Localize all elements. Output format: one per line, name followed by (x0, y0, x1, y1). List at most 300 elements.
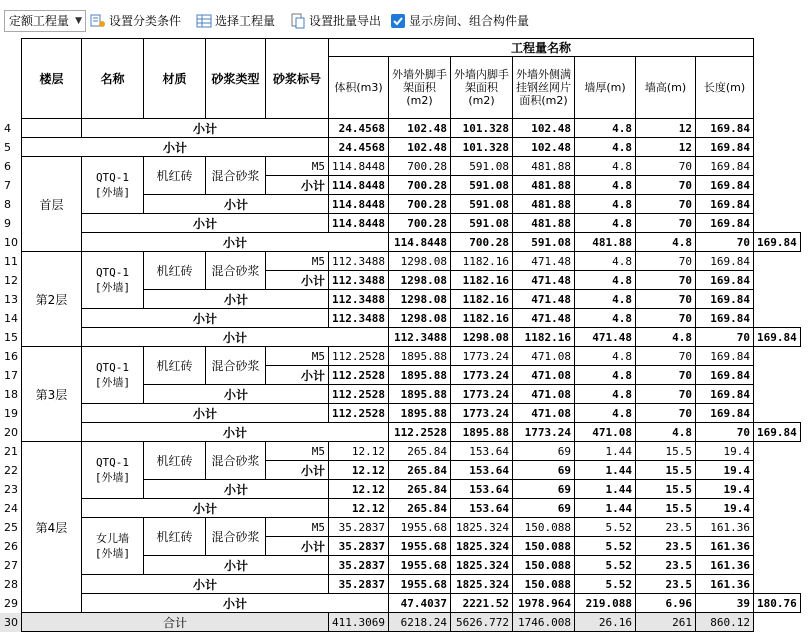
value-cell: 70 (636, 271, 696, 290)
value-cell: 471.08 (575, 423, 636, 442)
value-cell: 1773.24 (513, 423, 575, 442)
value-cell: 153.64 (451, 499, 513, 518)
value-cell: 1895.88 (389, 347, 451, 366)
value-cell: 24.4568 (329, 119, 389, 138)
value-cell: 5.52 (575, 537, 636, 556)
table-row (0, 138, 800, 157)
row-number: 16 (0, 347, 22, 366)
subtotal-label: 小计 (82, 594, 389, 613)
subtotal-label: 小计 (82, 499, 329, 518)
value-cell: 4.8 (575, 157, 636, 176)
row-number: 8 (0, 195, 22, 214)
subtotal-label: 小计 (82, 404, 329, 423)
batch-export-button[interactable] (290, 10, 381, 32)
value-cell: 23.5 (636, 575, 696, 594)
value-cell: 112.3488 (329, 271, 389, 290)
value-cell: 4.8 (575, 119, 636, 138)
value-cell: 169.84 (696, 214, 754, 233)
value-cell: 411.3069 (329, 613, 389, 632)
value-cell: 4.8 (575, 252, 636, 271)
value-cell: 4.8 (575, 366, 636, 385)
value-cell: 1773.24 (451, 366, 513, 385)
floor-cell: 首层 (22, 157, 82, 252)
row-number: 29 (0, 594, 22, 613)
value-cell: 150.088 (513, 518, 575, 537)
value-cell: 1298.08 (451, 328, 513, 347)
table-row (0, 575, 800, 594)
value-cell: 69 (513, 442, 575, 461)
dropdown-value: 定额工程量 (9, 14, 70, 28)
value-cell: 12.12 (329, 499, 389, 518)
row-number: 9 (0, 214, 22, 233)
row-number: 26 (0, 537, 22, 556)
value-cell: 114.8448 (329, 157, 389, 176)
value-cell: 1298.08 (389, 271, 451, 290)
value-cell: 4.8 (575, 385, 636, 404)
value-cell: 153.64 (451, 480, 513, 499)
value-cell: 471.48 (513, 290, 575, 309)
value-cell: 6218.24 (389, 613, 451, 632)
subtotal-label: 小计 (266, 271, 329, 290)
value-cell: 69 (513, 461, 575, 480)
value-cell: 102.48 (389, 138, 451, 157)
mortar-type-cell: 混合砂浆 (206, 157, 266, 195)
material-cell: 机红砖 (144, 518, 206, 556)
table-row (0, 233, 800, 252)
value-cell: 70 (696, 328, 754, 347)
header-quantity-group: 工程量名称 (329, 39, 754, 57)
value-cell: 15.5 (636, 480, 696, 499)
header-floor: 楼层 (22, 39, 82, 119)
chevron-down-icon: ▼ (75, 16, 82, 26)
subtotal-label: 小计 (144, 385, 329, 404)
value-cell: 15.5 (636, 499, 696, 518)
value-cell: 12.12 (329, 442, 389, 461)
value-cell: 219.088 (575, 594, 636, 613)
table-row (0, 404, 800, 423)
value-cell: 471.48 (513, 271, 575, 290)
value-cell: 169.84 (696, 347, 754, 366)
value-cell: 70 (636, 404, 696, 423)
row-number: 17 (0, 366, 22, 385)
table-row (0, 594, 800, 613)
value-cell: 150.088 (513, 537, 575, 556)
subtotal-label: 小计 (82, 233, 389, 252)
value-cell: 1.44 (575, 442, 636, 461)
value-cell: 35.2837 (329, 556, 389, 575)
value-cell: 70 (636, 157, 696, 176)
value-cell: 169.84 (696, 404, 754, 423)
row-number: 23 (0, 480, 22, 499)
value-cell: 1978.964 (513, 594, 575, 613)
value-cell: 6.96 (636, 594, 696, 613)
value-cell: 23.5 (636, 537, 696, 556)
value-cell: 150.088 (513, 575, 575, 594)
batch-export-label: 设置批量导出 (309, 14, 382, 28)
value-cell: 1895.88 (389, 404, 451, 423)
value-cell: 1895.88 (389, 366, 451, 385)
subtotal-label: 小计 (22, 138, 329, 157)
select-quantity-label: 选择工程量 (215, 14, 276, 28)
mortar-grade-cell: M5 (266, 252, 329, 271)
value-cell: 1298.08 (389, 290, 451, 309)
value-cell: 169.84 (696, 366, 754, 385)
row-number: 15 (0, 328, 22, 347)
value-cell: 1895.88 (389, 385, 451, 404)
header-inner-scaffold: 外墙内脚手架面积(m2) (451, 57, 513, 119)
value-cell: 23.5 (636, 556, 696, 575)
row-number: 20 (0, 423, 22, 442)
value-cell: 5626.772 (451, 613, 513, 632)
value-cell: 169.84 (696, 385, 754, 404)
header-mortar-type: 砂浆类型 (206, 39, 266, 119)
total-label: 合计 (22, 613, 329, 632)
row-number: 12 (0, 271, 22, 290)
value-cell: 114.8448 (329, 195, 389, 214)
quantity-report-grid (0, 38, 801, 632)
value-cell: 161.36 (696, 556, 754, 575)
value-cell: 1182.16 (513, 328, 575, 347)
value-cell: 70 (636, 214, 696, 233)
value-cell: 1298.08 (389, 309, 451, 328)
value-cell: 1182.16 (451, 252, 513, 271)
value-cell: 19.4 (696, 480, 754, 499)
value-cell: 1825.324 (451, 575, 513, 594)
value-cell: 481.88 (513, 214, 575, 233)
value-cell: 1955.68 (389, 556, 451, 575)
mortar-grade-cell: M5 (266, 442, 329, 461)
value-cell: 4.8 (636, 328, 696, 347)
table-row (0, 309, 800, 328)
subtotal-label: 小计 (266, 461, 329, 480)
value-cell: 26.16 (575, 613, 636, 632)
table-row (0, 499, 800, 518)
value-cell: 161.36 (696, 537, 754, 556)
row-number: 7 (0, 176, 22, 195)
row-number: 21 (0, 442, 22, 461)
component-name-cell: QTQ-1 [外墙] (82, 442, 144, 499)
value-cell: 471.08 (513, 347, 575, 366)
value-cell: 5.52 (575, 575, 636, 594)
value-cell: 12 (636, 119, 696, 138)
value-cell: 39 (696, 594, 754, 613)
value-cell: 161.36 (696, 518, 754, 537)
table-row (0, 328, 800, 347)
value-cell: 1298.08 (389, 252, 451, 271)
value-cell: 112.2528 (329, 366, 389, 385)
value-cell: 169.84 (696, 195, 754, 214)
value-cell: 261 (636, 613, 696, 632)
value-cell: 4.8 (575, 138, 636, 157)
floor-cell: 第4层 (22, 442, 82, 613)
floor-cell (22, 119, 82, 138)
header-row-group (0, 39, 800, 57)
value-cell: 47.4037 (389, 594, 451, 613)
value-cell: 70 (636, 176, 696, 195)
value-cell: 1955.68 (389, 537, 451, 556)
value-cell: 169.84 (696, 290, 754, 309)
component-name-cell: 女儿墙 [外墙] (82, 518, 144, 575)
quantity-table (0, 38, 801, 632)
select-quantity-button[interactable] (196, 10, 275, 32)
value-cell: 1955.68 (389, 518, 451, 537)
value-cell: 112.2528 (389, 423, 451, 442)
value-cell: 471.08 (513, 404, 575, 423)
show-room-checkbox[interactable] (390, 10, 529, 32)
value-cell: 19.4 (696, 461, 754, 480)
row-number: 13 (0, 290, 22, 309)
checkbox-checked-icon (390, 13, 406, 29)
value-cell: 23.5 (636, 518, 696, 537)
value-cell: 70 (636, 347, 696, 366)
value-cell: 114.8448 (329, 176, 389, 195)
value-cell: 4.8 (636, 423, 696, 442)
value-cell: 481.88 (513, 157, 575, 176)
value-cell: 1.44 (575, 480, 636, 499)
row-number: 25 (0, 518, 22, 537)
value-cell: 5.52 (575, 518, 636, 537)
value-cell: 169.84 (696, 157, 754, 176)
header-length: 长度(m) (696, 57, 754, 119)
subtotal-label: 小计 (266, 366, 329, 385)
value-cell: 4.8 (575, 176, 636, 195)
value-cell: 1825.324 (451, 537, 513, 556)
value-cell: 169.84 (696, 176, 754, 195)
show-room-label: 显示房间、组合构件量 (409, 14, 530, 28)
value-cell: 265.84 (389, 480, 451, 499)
header-mesh: 外墙外侧满挂钢丝网片面积(m2) (513, 57, 575, 119)
value-cell: 471.48 (513, 252, 575, 271)
value-cell: 114.8448 (329, 214, 389, 233)
value-cell: 471.08 (513, 385, 575, 404)
total-row (0, 613, 800, 632)
value-cell: 112.3488 (389, 328, 451, 347)
mortar-type-cell: 混合砂浆 (206, 518, 266, 556)
value-cell: 700.28 (389, 195, 451, 214)
value-cell: 169.84 (696, 271, 754, 290)
value-cell: 12.12 (329, 461, 389, 480)
value-cell: 70 (636, 290, 696, 309)
value-cell: 1825.324 (451, 556, 513, 575)
subtotal-label: 小计 (266, 537, 329, 556)
toolbar (0, 0, 810, 38)
subtotal-label: 小计 (266, 176, 329, 195)
table-row (0, 214, 800, 233)
value-cell: 19.4 (696, 442, 754, 461)
value-cell: 102.48 (513, 119, 575, 138)
value-cell: 265.84 (389, 461, 451, 480)
value-cell: 112.3488 (329, 252, 389, 271)
value-cell: 1182.16 (451, 271, 513, 290)
value-cell: 4.8 (575, 271, 636, 290)
value-cell: 4.8 (575, 290, 636, 309)
mortar-type-cell: 混合砂浆 (206, 442, 266, 480)
mortar-type-cell: 混合砂浆 (206, 252, 266, 290)
value-cell: 591.08 (451, 157, 513, 176)
value-cell: 1895.88 (451, 423, 513, 442)
table-row (0, 252, 800, 271)
value-cell: 102.48 (389, 119, 451, 138)
row-number: 5 (0, 138, 22, 157)
value-cell: 169.84 (696, 138, 754, 157)
floor-cell: 第3层 (22, 347, 82, 442)
value-cell: 591.08 (451, 195, 513, 214)
value-cell: 101.328 (451, 119, 513, 138)
row-number: 19 (0, 404, 22, 423)
value-cell: 114.8448 (389, 233, 451, 252)
table-icon (196, 13, 212, 29)
value-cell: 591.08 (513, 233, 575, 252)
value-cell: 169.84 (754, 233, 801, 252)
value-cell: 860.12 (696, 613, 754, 632)
value-cell: 24.4568 (329, 138, 389, 157)
row-number: 10 (0, 233, 22, 252)
value-cell: 1955.68 (389, 575, 451, 594)
header-height: 墙高(m) (636, 57, 696, 119)
value-cell: 471.48 (575, 328, 636, 347)
value-cell: 265.84 (389, 442, 451, 461)
value-cell: 481.88 (575, 233, 636, 252)
export-icon (290, 13, 306, 29)
subtotal-label: 小计 (144, 556, 329, 575)
material-cell: 机红砖 (144, 252, 206, 290)
table-row (0, 423, 800, 442)
value-cell: 35.2837 (329, 518, 389, 537)
value-cell: 112.3488 (329, 309, 389, 328)
value-cell: 112.2528 (329, 404, 389, 423)
subtotal-label: 小计 (82, 328, 389, 347)
value-cell: 169.84 (696, 252, 754, 271)
value-cell: 70 (636, 252, 696, 271)
value-cell: 4.8 (575, 347, 636, 366)
subtotal-label: 小计 (82, 214, 329, 233)
filter-settings-icon (90, 13, 106, 29)
table-row (0, 119, 800, 138)
value-cell: 15.5 (636, 461, 696, 480)
table-row (0, 518, 800, 537)
mortar-grade-cell: M5 (266, 347, 329, 366)
component-name-cell: QTQ-1 [外墙] (82, 347, 144, 404)
table-row (0, 347, 800, 366)
value-cell: 161.36 (696, 575, 754, 594)
row-number: 14 (0, 309, 22, 328)
value-cell: 70 (636, 195, 696, 214)
value-cell: 700.28 (389, 157, 451, 176)
value-cell: 69 (513, 480, 575, 499)
value-cell: 150.088 (513, 556, 575, 575)
floor-cell: 第2层 (22, 252, 82, 347)
value-cell: 481.88 (513, 195, 575, 214)
classify-condition-button[interactable] (90, 10, 181, 32)
subtotal-label: 小计 (144, 195, 329, 214)
value-cell: 169.84 (754, 423, 801, 442)
value-cell: 35.2837 (329, 537, 389, 556)
subtotal-label: 小计 (82, 309, 329, 328)
subtotal-label: 小计 (82, 119, 329, 138)
row-number-header (0, 39, 22, 119)
value-cell: 153.64 (451, 461, 513, 480)
value-cell: 35.2837 (329, 575, 389, 594)
row-number: 24 (0, 499, 22, 518)
value-cell: 265.84 (389, 499, 451, 518)
material-cell: 机红砖 (144, 347, 206, 385)
value-cell: 1746.008 (513, 613, 575, 632)
value-cell: 1773.24 (451, 385, 513, 404)
value-cell: 180.76 (754, 594, 801, 613)
row-number: 30 (0, 613, 22, 632)
header-mortar-grade: 砂浆标号 (266, 39, 329, 119)
subtotal-label: 小计 (144, 480, 329, 499)
value-cell: 591.08 (451, 214, 513, 233)
subtotal-label: 小计 (82, 423, 389, 442)
value-cell: 1773.24 (451, 347, 513, 366)
value-cell: 169.84 (696, 309, 754, 328)
value-cell: 19.4 (696, 499, 754, 518)
component-name-cell: QTQ-1 [外墙] (82, 157, 144, 214)
mortar-type-cell: 混合砂浆 (206, 347, 266, 385)
value-cell: 70 (636, 309, 696, 328)
row-number: 6 (0, 157, 22, 176)
value-cell: 1825.324 (451, 518, 513, 537)
row-number: 18 (0, 385, 22, 404)
header-material: 材质 (144, 39, 206, 119)
row-number: 22 (0, 461, 22, 480)
value-cell: 1773.24 (451, 404, 513, 423)
value-cell: 591.08 (451, 176, 513, 195)
value-cell: 15.5 (636, 442, 696, 461)
value-cell: 70 (636, 385, 696, 404)
value-cell: 1182.16 (451, 290, 513, 309)
value-cell: 112.2528 (329, 347, 389, 366)
value-cell: 5.52 (575, 556, 636, 575)
row-number: 28 (0, 575, 22, 594)
material-cell: 机红砖 (144, 157, 206, 195)
mortar-grade-cell: M5 (266, 518, 329, 537)
value-cell: 4.8 (575, 404, 636, 423)
value-cell: 112.3488 (329, 290, 389, 309)
value-cell: 169.84 (696, 119, 754, 138)
value-cell: 4.8 (575, 309, 636, 328)
subtotal-label: 小计 (144, 290, 329, 309)
value-cell: 70 (696, 423, 754, 442)
material-cell: 机红砖 (144, 442, 206, 480)
value-cell: 471.48 (513, 309, 575, 328)
header-thickness: 墙厚(m) (575, 57, 636, 119)
value-cell: 69 (513, 499, 575, 518)
row-number: 11 (0, 252, 22, 271)
value-cell: 700.28 (389, 176, 451, 195)
quantity-type-dropdown[interactable] (4, 10, 86, 32)
value-cell: 12.12 (329, 480, 389, 499)
header-outer-scaffold: 外墙外脚手架面积(m2) (389, 57, 451, 119)
value-cell: 70 (696, 233, 754, 252)
value-cell: 4.8 (575, 214, 636, 233)
value-cell: 1.44 (575, 461, 636, 480)
row-number: 4 (0, 119, 22, 138)
value-cell: 102.48 (513, 138, 575, 157)
component-name-cell: QTQ-1 [外墙] (82, 252, 144, 309)
value-cell: 12 (636, 138, 696, 157)
value-cell: 4.8 (575, 195, 636, 214)
table-row (0, 442, 800, 461)
classify-condition-label: 设置分类条件 (109, 14, 182, 28)
value-cell: 101.328 (451, 138, 513, 157)
value-cell: 700.28 (389, 214, 451, 233)
value-cell: 471.08 (513, 366, 575, 385)
table-row (0, 157, 800, 176)
value-cell: 700.28 (451, 233, 513, 252)
header-name: 名称 (82, 39, 144, 119)
